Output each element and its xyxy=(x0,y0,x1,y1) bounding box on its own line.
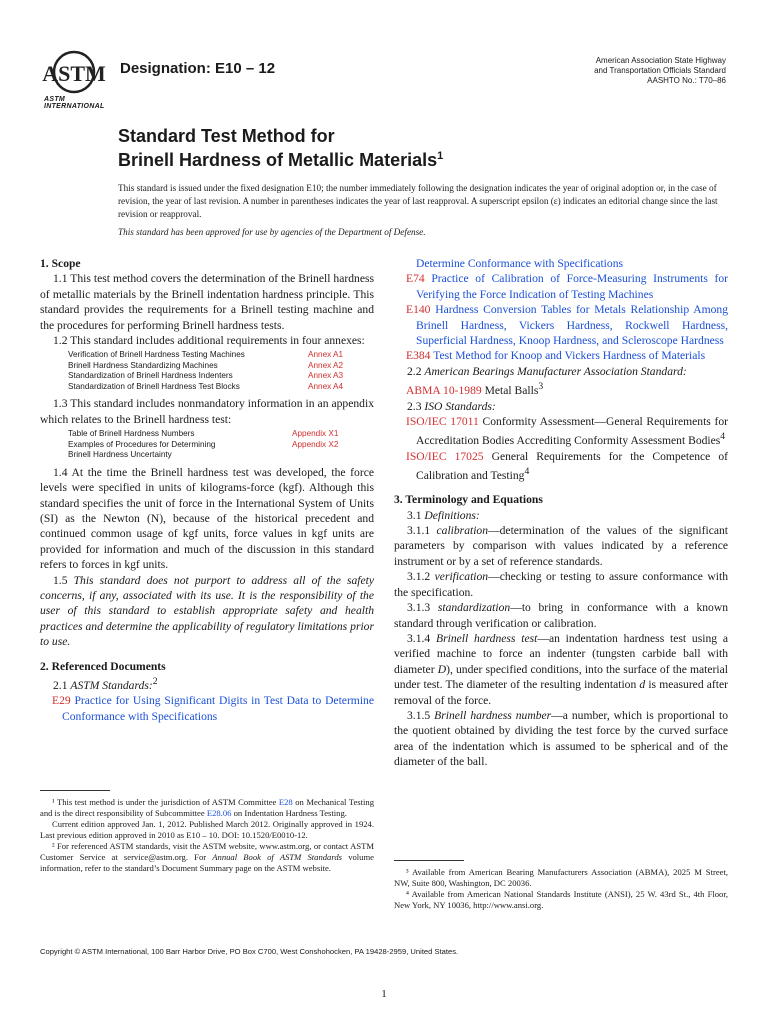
paragraph: 2.3 ISO Standards: xyxy=(407,399,496,413)
reference-title-link[interactable]: Determine Conformance with Specifications xyxy=(416,257,624,270)
org-block xyxy=(594,56,726,86)
table-row: Verification of Brinell Hardness Testing Machines Annex A1 xyxy=(68,350,344,360)
reference-abma: ABMA 10-1989 Metal Balls$^3$ xyxy=(406,381,544,398)
page-title xyxy=(118,126,443,170)
annex-link[interactable]: Annex A4 xyxy=(308,381,344,391)
reference-e29 xyxy=(40,693,374,723)
section-heading: 2. Referenced Documents xyxy=(40,659,166,673)
paragraph: 1.5 This standard does not purport to address all of the safety concerns, if any, associated with its use. It is the responsibility of the user of this standard to establish appropriate safety and health practices and determine the applicability of regulatory limitations prior to use. xyxy=(40,573,374,649)
title-line: Standard Test Method for xyxy=(118,126,335,146)
reference-e29-continued xyxy=(394,256,728,271)
committee-link[interactable]: E28 xyxy=(278,797,293,807)
astm-logo xyxy=(40,50,112,108)
section-heading: 3. Terminology and Equations xyxy=(394,493,543,507)
appendix-link[interactable]: Appendix X2 xyxy=(292,439,339,449)
reference-code-link[interactable]: ABMA 10-1989 xyxy=(406,384,482,398)
table-row: Brinell Hardness Uncertainty xyxy=(68,450,172,460)
reference-iso17011: ISO/IEC 17011 Conformity Assessment—General Requirements for Accreditation Bodies Accrediting Conformity Assessment Bodies$^4$ xyxy=(406,414,729,448)
paragraph: 3.1.2 verification—checking or testing to assure conformance with the specification. xyxy=(394,570,728,599)
svg-text:ASTM: ASTM xyxy=(42,61,106,86)
annex-table xyxy=(68,350,343,392)
footnote: ² For referenced ASTM standards, visit the ASTM website, www.astm.org, or contact ASTM Customer Service at service@astm.org. For Annual Book of ASTM Standards volume information, refer to the standard’s Document Summary page on the ASTM website. xyxy=(40,841,374,873)
org-line: American Association State Highway xyxy=(595,56,726,65)
footnotes-left xyxy=(40,790,374,874)
title-line: Brinell Hardness of Metallic Materials$^1$ xyxy=(118,150,444,170)
paragraph: 3.1.1 calibration—determination of the values of the significant parameters by comparison with values indicated by a reference instrument or by a set of reference standards. xyxy=(394,524,729,568)
paragraph: 1.1 This test method covers the determination of the Brinell hardness of metallic materials by the Brinell indentation hardness principle. This standard provides the requirements for a Brinell testing machine and the procedures for performing Brinell hardness tests. xyxy=(40,272,374,332)
paragraph: 3.1.5 Brinell hardness number—a number, which is proportional to the quotient obtained by dividing the test force by the curved surface area of the indentation which is assumed to be spherical and of the diameter of the ball. xyxy=(394,708,728,769)
table-row: Brinell Hardness Standardizing Machines Annex A2 xyxy=(68,360,344,370)
paragraph: 1.4 At the time the Brinell hardness test was developed, the force levels were specified in units of kilograms-force (kgf). Although this standard specifies the unit of force in the International System of Units (SI) as the Newton (N), because of the historical precedent and continued common usage of kgf units, force values in kgf units are provided for information and much of the discussion in this standard refers to forces in kgf units. xyxy=(40,465,374,572)
footnote-ref[interactable]: 4 xyxy=(524,466,530,477)
right-column xyxy=(394,256,728,770)
reference-title-link[interactable]: Practice for Using Significant Digits in Test Data to Determine Conformance with Specifications xyxy=(62,694,374,723)
reference-title-link[interactable]: Test Method for Knoop and Vickers Hardness of Materials xyxy=(433,349,706,363)
reference-code-link[interactable]: E384 xyxy=(406,349,431,363)
logo-text: ASTM INTERNATIONAL xyxy=(44,96,105,110)
footnote-divider xyxy=(40,790,110,791)
footnote-ref[interactable]: 4 xyxy=(720,431,726,443)
reference-code-link[interactable]: ISO/IEC 17025 xyxy=(406,449,484,463)
paragraph: 2.1 ASTM Standards:$^2$ xyxy=(53,676,158,692)
left-column xyxy=(40,256,374,723)
subcommittee-link[interactable]: E28.06 xyxy=(206,808,232,818)
annex-link[interactable]: Annex A3 xyxy=(308,371,344,381)
footnote: Current edition approved Jan. 1, 2012. Published March 2012. Originally approved in 1924. Last previous edition approved in 2010 as E10 – 10. DOI: 10.1520/E0010-12. xyxy=(40,819,374,840)
appendix-table xyxy=(68,429,338,461)
paragraph: 1.2 This standard includes additional requirements in four annexes: xyxy=(53,334,365,348)
approval-note: This standard has been approved for use by agencies of the Department of Defense. xyxy=(118,227,426,237)
reference-e140 xyxy=(394,302,728,348)
annex-link[interactable]: Annex A2 xyxy=(308,360,344,370)
copyright: Copyright © ASTM International, 100 Barr Harbor Drive, PO Box C700, West Conshohocken, PA 19428-2959, United States. xyxy=(40,947,459,956)
intro-paragraph: This standard is issued under the fixed designation E10; the number immediately following the designation indicates the year of original adoption or, in the case of revision, the year of last revision. A number in parentheses indicates the year of last reapproval. A superscript epsilon (ε) indicates an editorial change since the last revision or reapproval. xyxy=(118,183,718,219)
footnote: ³ Available from American Bearing Manufacturers Association (ABMA), 2025 M Street, NW, Suite 800, Washington, DC 20036. xyxy=(394,867,728,888)
org-line: AASHTO No.: T70–86 xyxy=(647,76,726,85)
designation: Designation: E10 – 12 xyxy=(120,60,276,77)
paragraph: 1.3 This standard includes nonmandatory information in an appendix which relates to the Brinell hardness test: xyxy=(40,397,374,426)
reference-iso17025: ISO/IEC 17025 General Requirements for the Competence of Calibration and Testing$^4$ xyxy=(406,449,728,482)
footnote-divider xyxy=(394,860,464,861)
table-row: Examples of Procedures for Determining Appendix X2 xyxy=(68,439,339,449)
annex-link[interactable]: Annex A1 xyxy=(308,350,344,360)
section-heading: 1. Scope xyxy=(40,257,81,270)
title-footnote-ref[interactable]: 1 xyxy=(437,150,444,162)
footnotes-right xyxy=(394,860,728,911)
paragraph: 3.1 Definitions: xyxy=(407,508,480,522)
reference-code-link[interactable]: E140 xyxy=(406,303,431,317)
table-row: Standardization of Brinell Hardness Indenters Annex A3 xyxy=(68,371,344,381)
org-line: and Transportation Officials Standard xyxy=(594,66,726,75)
reference-title-link[interactable]: Hardness Conversion Tables for Metals Relationship Among Brinell Hardness, Vickers Hardness, Rockwell Hardness, Superficial Hardness, Knoop Hardness, and Scleroscope Hardness xyxy=(416,303,728,348)
table-row: Table of Brinell Hardness Numbers Appendix X1 xyxy=(68,429,339,439)
reference-e384 xyxy=(394,348,728,363)
reference-code-link[interactable]: E74 xyxy=(406,272,425,286)
paragraph: 3.1.4 Brinell hardness test—an indentation hardness test using a verified machine to force an indenter (tungsten carbide ball with diameter D), under specified conditions, into the surface of the material under test. The diameter of the resulting indentation d is measured after removal of the force. xyxy=(394,631,728,707)
footnote: ⁴ Available from American National Standards Institute (ANSI), 25 W. 43rd St., 4th Floor, New York, NY 10036, http://www.ansi.org. xyxy=(394,889,728,910)
footnote: ¹ This test method is under the jurisdiction of ASTM Committee E28 on Mechanical Testing and is the direct responsibility of Subcommittee E28.06 on Indentation Hardness Testing. xyxy=(40,797,374,818)
footnote-ref[interactable]: 3 xyxy=(538,381,544,393)
page-number: 1 xyxy=(381,988,387,1000)
paragraph: 2.2 American Bearings Manufacturer Association Standard: xyxy=(407,364,687,378)
appendix-link[interactable]: Appendix X1 xyxy=(292,429,339,439)
footnote-ref[interactable]: 2 xyxy=(152,676,158,688)
reference-title-link[interactable]: Practice of Calibration of Force-Measuring Instruments for Verifying the Force Indication of Testing Machines xyxy=(416,272,728,301)
reference-e74 xyxy=(394,271,728,302)
reference-code-link[interactable]: ISO/IEC 17011 xyxy=(406,414,479,428)
reference-code-link[interactable]: E29 xyxy=(52,694,71,708)
table-row: Standardization of Brinell Hardness Test Blocks Annex A4 xyxy=(68,381,344,391)
paragraph: 3.1.3 standardization—to bring in conformance with a known standard through verification or calibration. xyxy=(394,601,728,630)
